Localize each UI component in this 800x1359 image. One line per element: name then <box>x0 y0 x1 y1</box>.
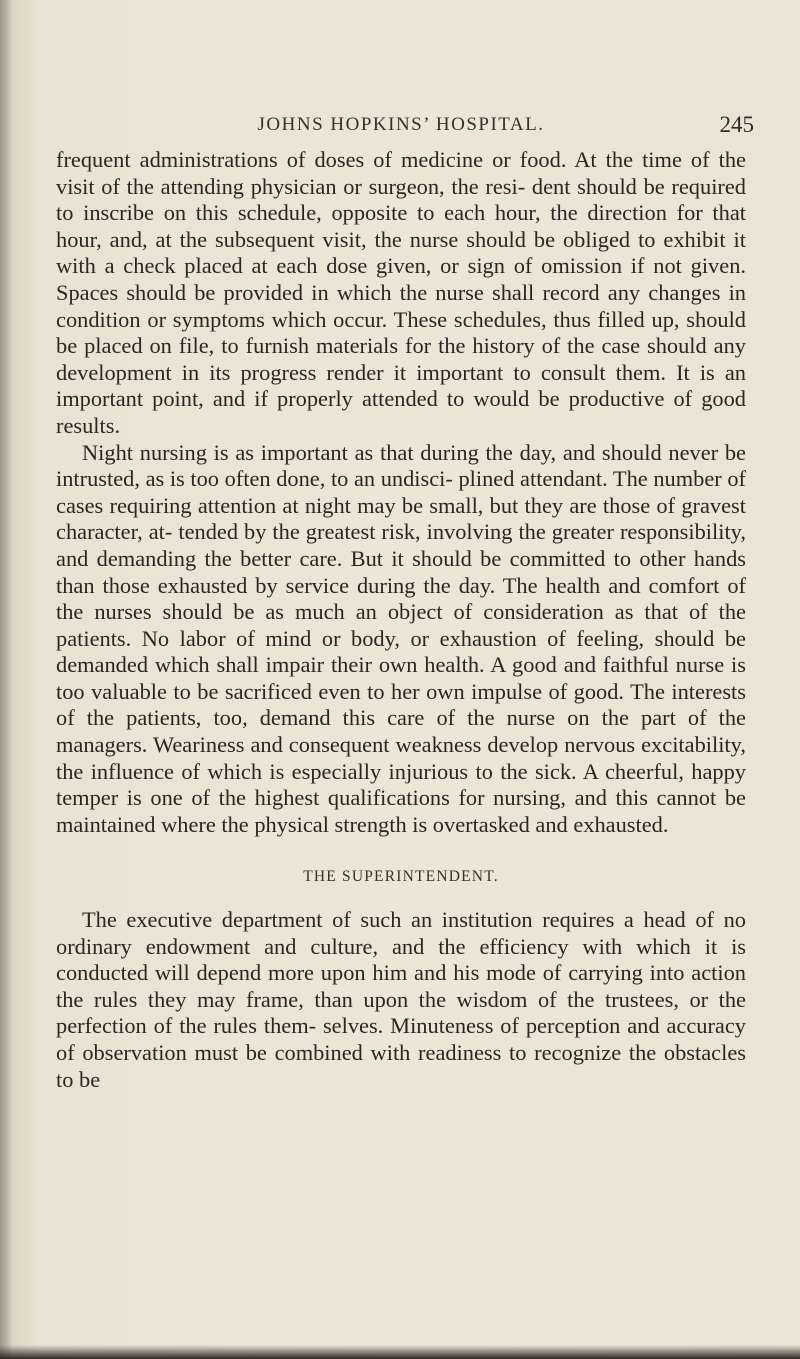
paragraph-superintendent: The executive department of such an institution requires a head of no ordinary endowment and culture, and the efficiency with which it is conducted will depend more upon him and his mode of carrying into action the rules they may frame, than upon the wisdom of the trustees, or the perfection of the rules them- selves. Minuteness of perception and accuracy of observation must be combined with readiness to recognize the obstacles to be <box>56 907 746 1092</box>
section-heading: THE SUPERINTENDENT. <box>303 868 499 886</box>
running-head: JOHNS HOPKINS’ HOSPITAL. <box>257 114 545 135</box>
paragraph-night-nursing: Night nursing is as important as that during the day, and should never be intrusted, as is too often done, to an undisci- plined attendant. The number of cases requiring attention at night may be small, but they are those of gravest character, at- tended by the greatest risk, involving the greater responsibility, and demanding the better care. But it should be committed to other hands than those exhausted by service during the day. The health and comfort of the nurses should be as much an object of consideration as that of the patients. No labor of mind or body, or exhaustion of feeling, should be demanded which shall impair their own health. A good and faithful nurse is too valuable to be sacrificed even to her own impulse of good. The interests of the patients, too, demand this care of the nurse on the part of the managers. Weariness and consequent weakness develop nervous excitability, the influence of which is especially injurious to the sick. A cheerful, happy temper is one of the highest qualifications for nursing, and this cannot be maintained where the physical strength is overtasked and exhausted. <box>56 439 746 837</box>
page-bottom-edge <box>0 1345 800 1359</box>
body-text <box>56 147 746 1093</box>
spine-shadow <box>0 0 12 1359</box>
page-number: 245 <box>719 112 754 137</box>
page-header <box>56 112 754 142</box>
paragraph-schedules: frequent administrations of doses of medicine or food. At the time of the visit of the attending physician or surgeon, the resi- dent should be required to inscribe on this schedule, opposite to each hour, the direction for that hour, and, at the subsequent visit, the nurse should be obliged to exhibit it with a check placed at each dose given, or sign of omission if not given. Spaces should be provided in which the nurse shall record any changes in condition or symptoms which occur. These schedules, thus filled up, should be placed on file, to furnish materials for the history of the case should any development in its progress render it important to consult them. It is an important point, and if properly attended to would be productive of good results. <box>56 147 746 438</box>
